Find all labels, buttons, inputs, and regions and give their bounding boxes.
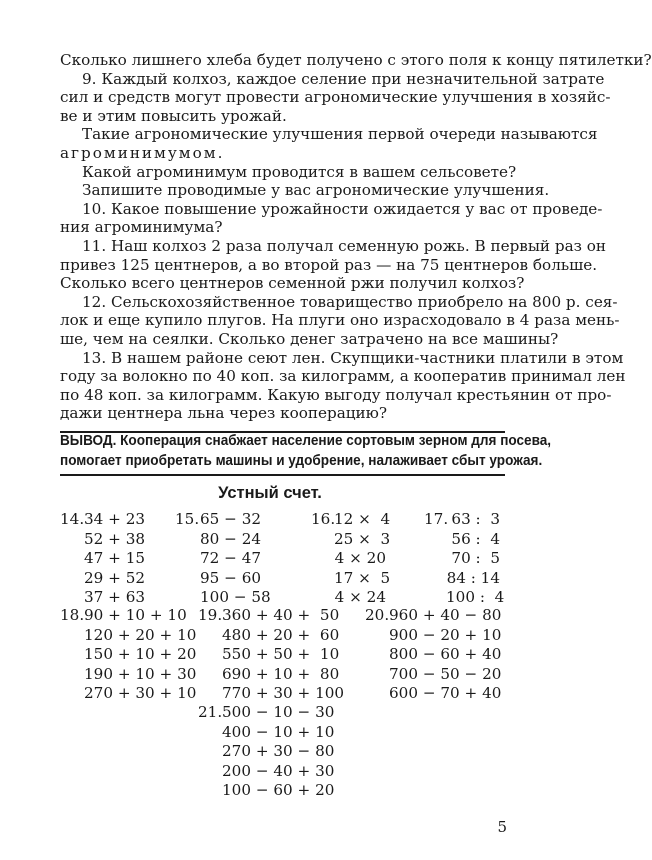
exercise-item: 12 × 4 [334,510,391,528]
exercise-item: 960 + 40 − 80 [389,606,502,624]
exercise-item: 63 : 3 [451,510,500,528]
exercise-item: 25 × 3 [334,529,391,548]
text-line: ве и этим повысить урожай. [60,106,287,125]
text-line: 12. Сельскохозяйственное товарищество приобрело на 800 р. сея- [82,292,618,311]
exercise-number: 21. [198,703,223,721]
exercise-item: 70 : 5 [451,549,500,567]
exercise-number: 20. [365,606,390,624]
exercise-item: 90 + 10 + 10 [84,606,187,624]
exercise-item: 500 − 10 − 30 [222,703,335,721]
exercise-item: 770 + 30 + 100 [222,684,345,702]
text-line: лок и еще купило плугов. На плуги оно израсходовало в 4 раза мень- [60,311,620,330]
exercise-items [334,510,391,608]
exercise-item: 100 − 58 [200,588,271,606]
exercise-item: 600 − 70 + 40 [389,684,502,702]
page-number: 5 [497,818,507,836]
exercise-item: 95 − 60 [200,568,262,587]
text-line: Сколько всего центнеров семенной ржи получил колхоз? [60,274,525,293]
exercise-item: 72 − 47 [200,549,262,567]
exercise-item: 80 − 24 [200,529,262,548]
exercise-number: 14. [60,510,85,528]
exercise-item: 550 + 50 + 10 [222,645,340,663]
exercise-number: 15. [175,510,200,528]
exercise-item: 270 + 30 + 10 [84,684,197,702]
conclusion-line: ВЫВОД. Кооперация снабжает население сортовым зерном для посева, [60,433,552,449]
text-line: Такие агрономические улучшения первой очереди называются [82,125,598,144]
conclusion-line: помогает приобретать машины и удобрение, налаживает сбыт урожая. [60,453,543,469]
exercise-item: 100 : 4 [446,588,505,606]
text-line: 9. Каждый колхоз, каждое селение при незначительной затрате [82,69,605,88]
exercise-item: 120 + 20 + 10 [84,625,197,644]
exercise-item: 34 + 23 [84,510,146,528]
text-line: 13. В нашем районе сеют лен. Скупщики-частники платили в этом [82,348,624,367]
exercise-items [222,606,345,704]
exercise-item: 190 + 10 + 30 [84,664,197,683]
exercise-item: 84 : 14 [446,568,500,587]
exercise-items [84,606,197,704]
exercise-item: 900 − 20 + 10 [389,625,502,644]
text-line: ния агроминимума? [60,218,223,237]
exercise-items [389,606,502,704]
exercise-item: 56 : 4 [451,529,500,548]
exercise-item: 47 + 15 [84,549,146,567]
exercise-item: 200 − 40 + 30 [222,761,335,780]
section-heading: Устный счет. [218,484,322,502]
text-line: привез 125 центнеров, а во второй раз — на 75 центнеров больше. [60,255,598,274]
exercise-item: 29 + 52 [84,568,146,587]
exercise-item: 800 − 60 + 40 [389,645,502,663]
text-line: Какой агроминимум проводится в вашем сельсовете? [82,162,517,181]
text-line: по 48 коп. за килограмм. Какую выгоду получал крестьянин от про- [60,385,612,404]
text-line: дажи центнера льна через кооперацию? [60,404,388,423]
text-line: 10. Какое повышение урожайности ожидается у вас от проведе- [82,199,603,218]
exercise-item: 400 − 10 + 10 [222,722,335,741]
text-line: сил и средств могут провести агрономические улучшения в хозяйс- [60,88,611,107]
exercise-item: 360 + 40 + 50 [222,606,340,624]
text-line: агроминимумом. [60,144,225,162]
exercise-item: 270 + 30 − 80 [222,742,335,760]
exercise-number: 19. [198,606,223,624]
exercise-number: 18. [60,606,85,624]
exercise-item: 52 + 38 [84,529,146,548]
exercise-item: 37 + 63 [84,588,146,606]
exercise-item: 690 + 10 + 80 [222,664,340,683]
exercise-item: 17 × 5 [334,568,391,587]
text-line: году за волокно по 40 коп. за килограмм, а кооператив принимал лен [60,367,626,386]
exercise-item: 100 − 60 + 20 [222,781,335,799]
exercise-item: 150 + 10 + 20 [84,645,197,663]
text-line: Запишите проводимые у вас агрономические улучшения. [82,181,550,200]
exercise-item: 480 + 20 + 60 [222,625,340,644]
conclusion-bottom-rule [60,474,505,476]
exercise-number: 16. [311,510,336,528]
exercise-number: 17. [424,510,449,528]
exercise-items [84,510,146,608]
exercise-item: 4 × 20 [334,549,386,567]
text-line: ше, чем на сеялки. Сколько денег затрачено на все машины? [60,330,559,348]
exercise-item: 700 − 50 − 20 [389,664,502,683]
text-line: 11. Наш колхоз 2 раза получал семенную рожь. В первый раз он [82,237,607,255]
exercise-items [446,510,505,608]
text-line: Сколько лишнего хлеба будет получено с этого поля к концу пятилетки? [60,51,652,69]
exercise-items [222,703,335,801]
exercise-items [200,510,271,608]
exercise-item: 4 × 24 [334,588,386,606]
exercise-item: 65 − 32 [200,510,262,528]
